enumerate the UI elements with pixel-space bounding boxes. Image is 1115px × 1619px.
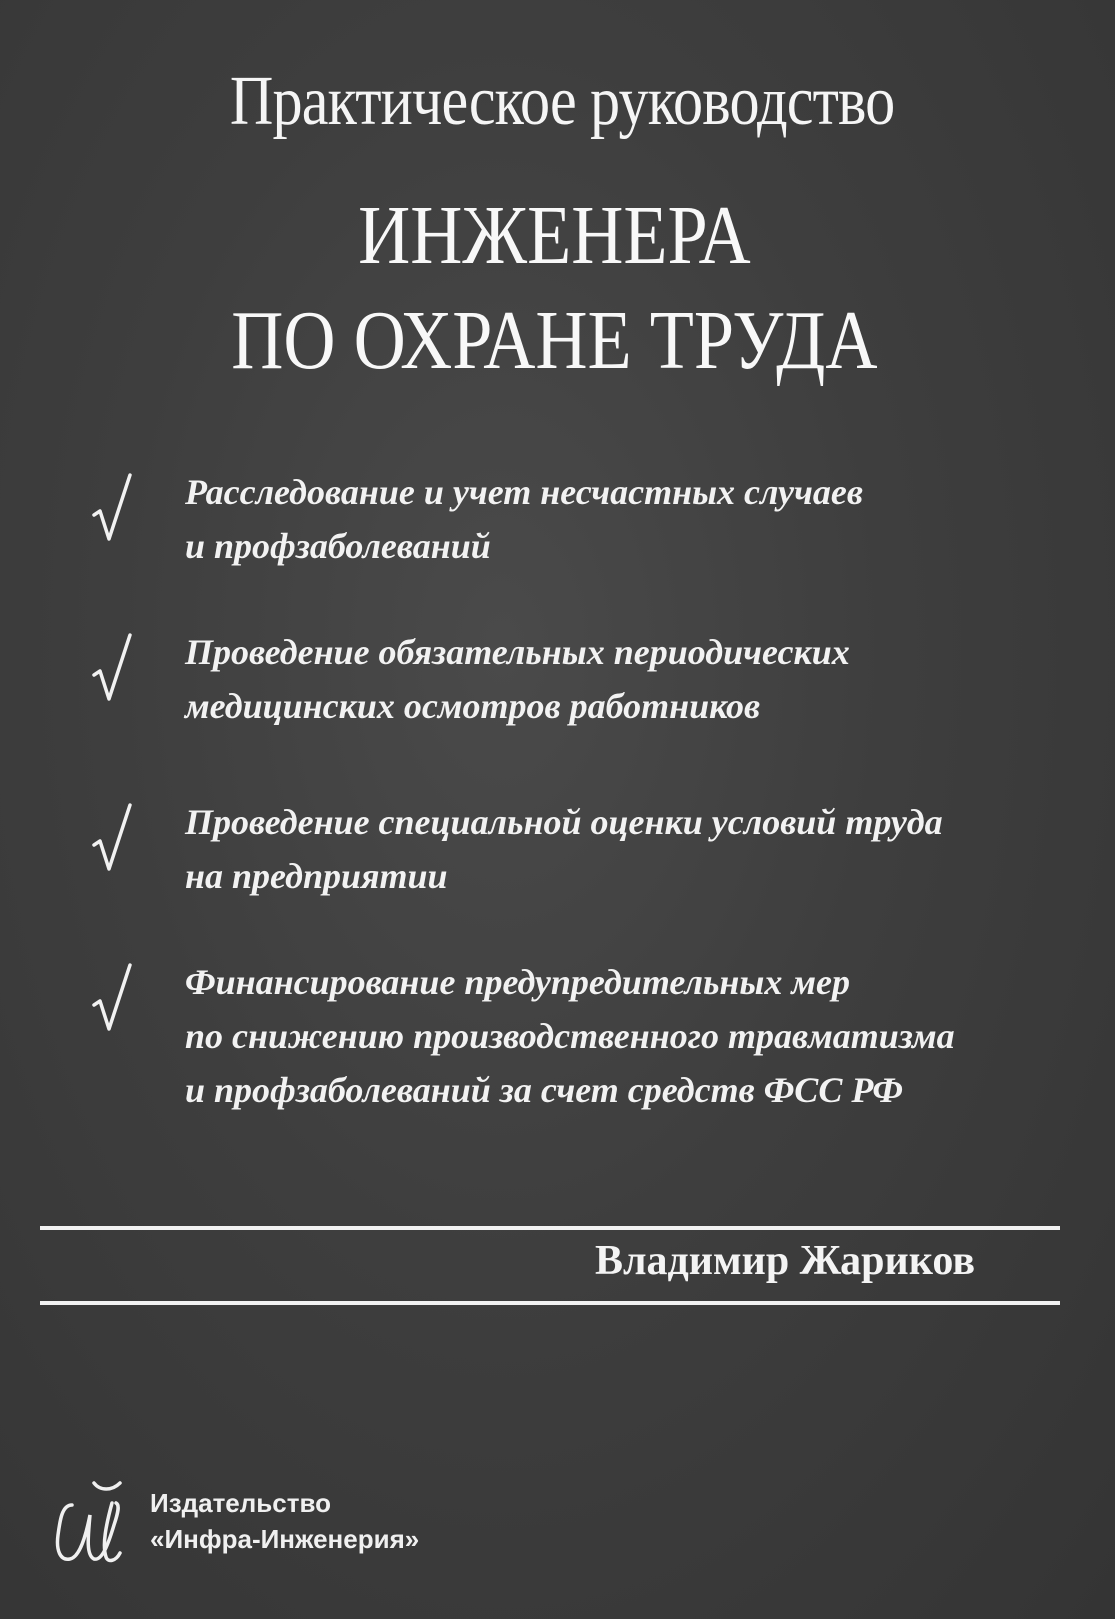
feature-text: Проведение обязательных периодических медицинских осмотров работников — [185, 632, 850, 726]
feature-text: Проведение специальной оценки условий труда на предприятии — [185, 802, 943, 896]
publisher-line-2: «Инфра-Инженерия» — [150, 1524, 420, 1554]
checkmark-icon — [92, 803, 132, 873]
divider-bottom — [40, 1301, 1060, 1305]
publisher-name — [150, 1485, 419, 1557]
title-line-1: Практическое руководство — [229, 63, 895, 140]
title-line-3: ПО ОХРАНЕ ТРУДА — [231, 294, 878, 387]
publisher-logo-icon — [50, 1475, 145, 1565]
checkmark-icon — [92, 633, 132, 703]
author-name: Владимир Жариков — [594, 1238, 975, 1284]
feature-text: Финансирование предупредительных мер по снижению производственного травматизма и профзаболеваний за счет средств ФСС РФ — [185, 962, 955, 1110]
checkmark-icon — [92, 473, 132, 543]
feature-text: Расследование и учет несчастных случаев и профзаболеваний — [185, 472, 863, 566]
publisher-line-1: Издательство — [150, 1488, 331, 1518]
publisher-block — [50, 1475, 470, 1565]
checkmark-icon — [92, 963, 132, 1033]
title-line-2: ИНЖЕНЕРА — [358, 189, 751, 282]
divider-top — [40, 1226, 1060, 1230]
